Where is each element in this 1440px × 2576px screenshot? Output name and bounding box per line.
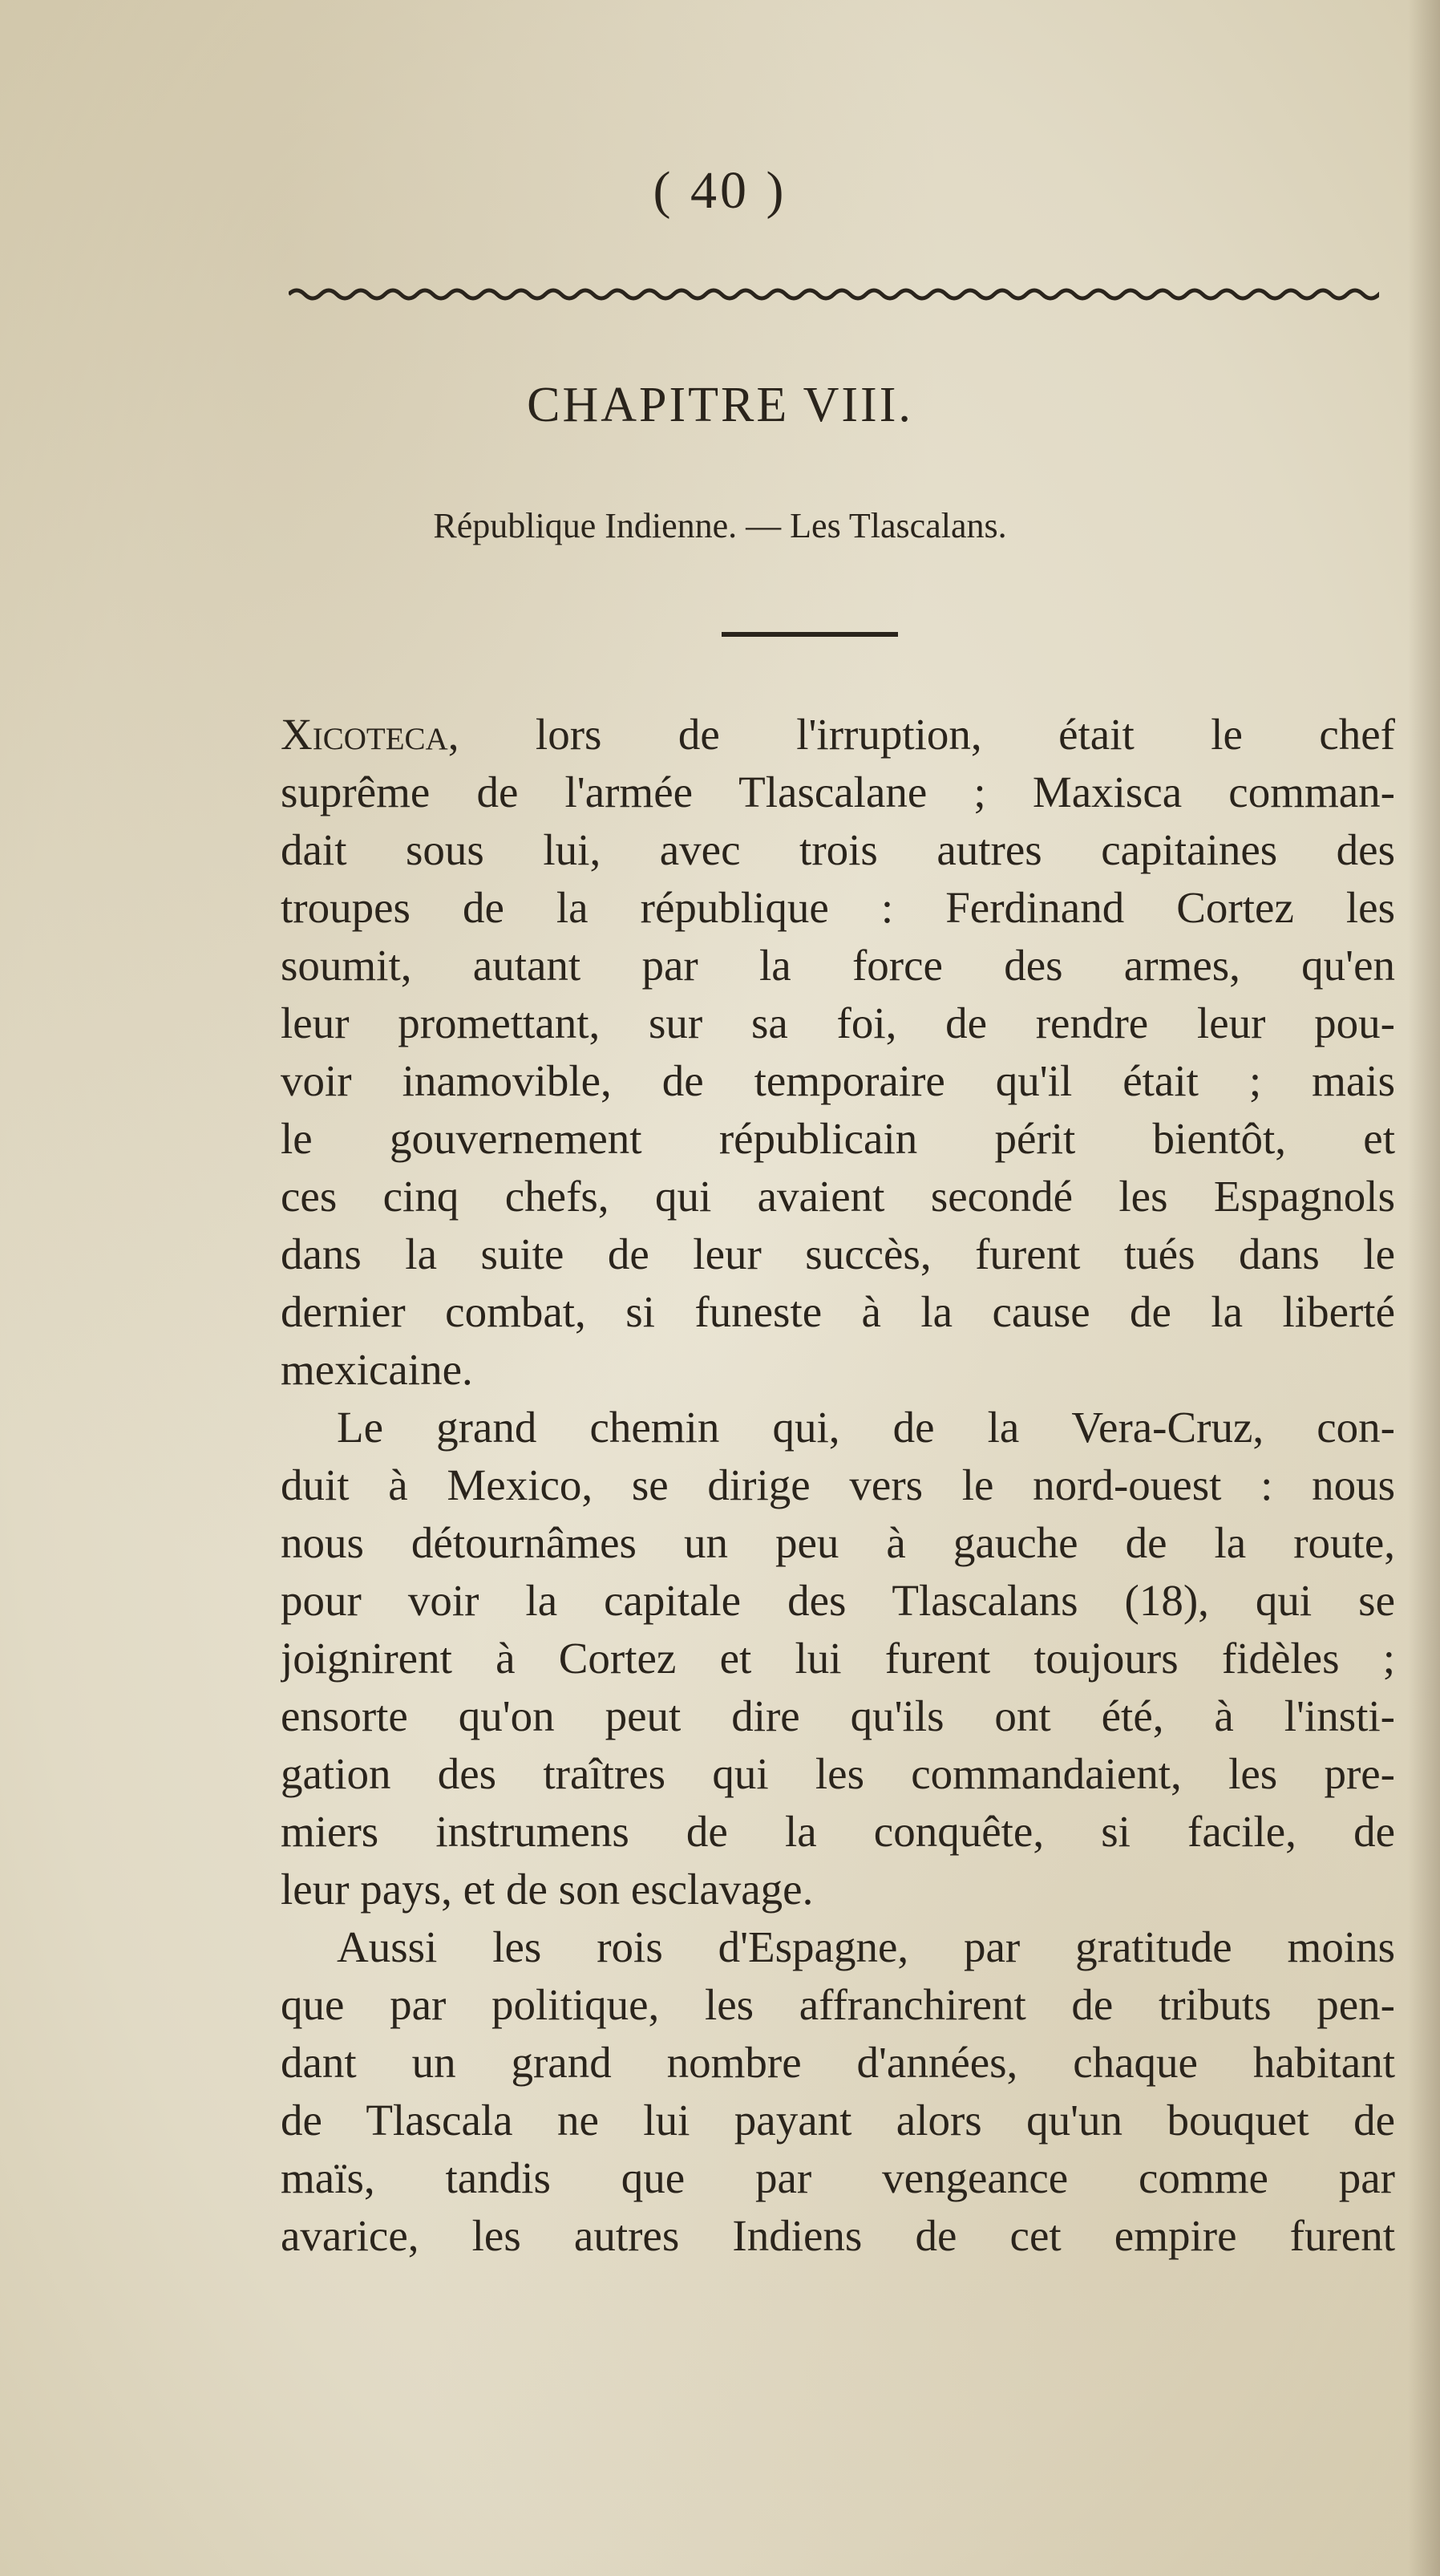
text-line: nous détournâmes un peu à gauche de la route,: [281, 1518, 1395, 1567]
text-line: dant un grand nombre d'années, chaque habitant: [281, 2038, 1395, 2087]
text-line: le gouvernement républicain périt bientôt, et: [281, 1114, 1395, 1163]
text-line: maïs, tandis que par vengeance comme par: [281, 2153, 1395, 2202]
text-line: leur promettant, sur sa foi, de rendre leur pou-: [281, 998, 1395, 1047]
text-line: suprême de l'armée Tlascalane ; Maxisca comman-: [281, 768, 1395, 816]
text-line: de Tlascala ne lui payant alors qu'un bouquet de: [281, 2096, 1395, 2145]
text-line: Aussi les rois d'Espagne, par gratitude moins: [337, 1922, 1395, 1971]
text-line: gation des traîtres qui les commandaient, les pre-: [281, 1749, 1395, 1798]
lead-word: Xicoteca: [281, 710, 448, 759]
chapter-title: CHAPITRE VIII.: [527, 378, 913, 432]
text-line: ces cinq chefs, qui avaient secondé les Espagnols: [281, 1172, 1395, 1221]
wavy-ornament-divider: [289, 282, 1379, 306]
body-text: [281, 706, 1395, 2265]
text-line: dernier combat, si funeste à la cause de la liberté: [281, 1287, 1395, 1336]
text-line: soumit, autant par la force des armes, qu'en: [281, 941, 1395, 990]
text-line: leur pays, et de son esclavage.: [281, 1865, 814, 1914]
text-line: troupes de la république : Ferdinand Cortez les: [281, 883, 1395, 932]
text-line: dait sous lui, avec trois autres capitaines des: [281, 825, 1395, 874]
chapter-subtitle: République Indienne. — Les Tlascalans.: [433, 506, 1007, 545]
page-number: ( 40 ): [653, 161, 787, 220]
text-line: Xicoteca, lors de l'irruption, était le chef: [281, 710, 1395, 759]
text-line: duit à Mexico, se dirige vers le nord-ouest : nous: [281, 1460, 1395, 1509]
text-line: voir inamovible, de temporaire qu'il était ; mais: [281, 1056, 1395, 1105]
text-line: dans la suite de leur succès, furent tués dans le: [281, 1229, 1395, 1278]
title-rule: [722, 632, 898, 637]
text-line: miers instrumens de la conquête, si facile, de: [281, 1807, 1395, 1856]
text-line: que par politique, les affranchirent de tributs pen-: [281, 1980, 1395, 2029]
text-line: pour voir la capitale des Tlascalans (18), qui se: [281, 1576, 1395, 1625]
text-line: joignirent à Cortez et lui furent toujours fidèles ;: [281, 1634, 1395, 1683]
text-line: ensorte qu'on peut dire qu'ils ont été, à l'insti-: [281, 1691, 1395, 1740]
text-line: Le grand chemin qui, de la Vera-Cruz, con-: [337, 1403, 1395, 1452]
text-line: avarice, les autres Indiens de cet empire furent: [281, 2211, 1395, 2260]
text-line: mexicaine.: [281, 1345, 473, 1394]
